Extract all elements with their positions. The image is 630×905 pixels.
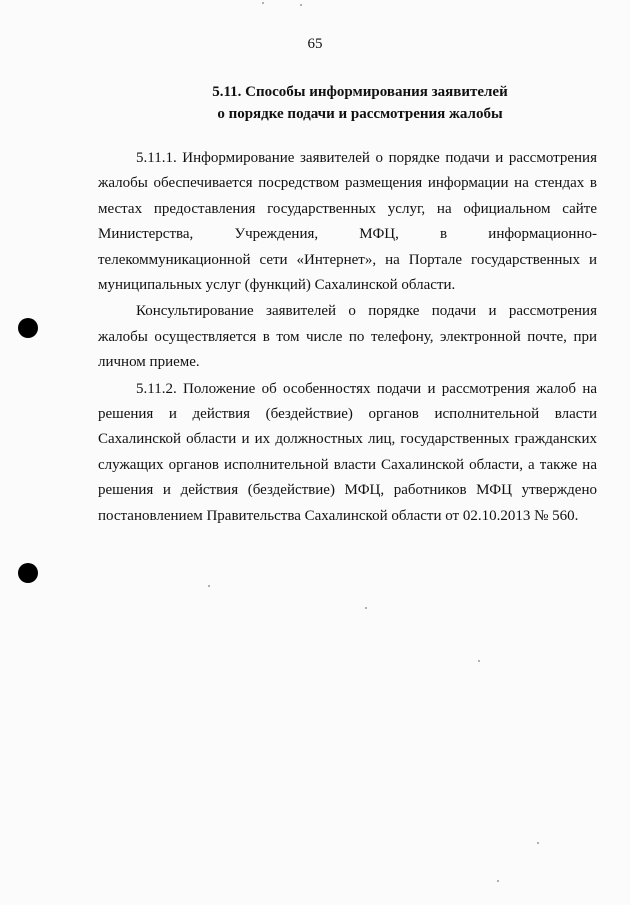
scan-artifact xyxy=(262,2,264,4)
section-title-line-2: о порядке подачи и рассмотрения жалобы xyxy=(217,106,503,122)
page-number: 65 xyxy=(307,36,323,52)
section-title-line-1: 5.11. Способы информирования заявителей xyxy=(212,84,508,100)
scan-artifact xyxy=(208,585,210,587)
section-title xyxy=(100,81,620,125)
document-body xyxy=(98,146,597,529)
scan-artifact xyxy=(497,880,499,882)
paragraph-5-11-1: 5.11.1. Информирование заявителей о порядке подачи и рассмотрения жалобы обеспечивается посредством размещения информации на стендах в местах предоставления государственных услуг, на официальном сайте Министерства, Учреждения, МФЦ, в информационно-телекоммуникационной сети «Интернет», на Портале государственных и муниципальных услуг (функций) Сахалинской области. xyxy=(98,150,597,294)
scan-artifact xyxy=(365,607,367,609)
binder-hole-top xyxy=(18,318,38,338)
scan-artifact xyxy=(300,4,302,6)
scan-artifact xyxy=(537,842,539,844)
paragraph-consultation: Консультирование заявителей о порядке подачи и рассмотрения жалобы осуществляется в том числе по телефону, электронной почте, при личном приеме. xyxy=(98,303,597,371)
paragraph-5-11-2: 5.11.2. Положение об особенностях подачи и рассмотрения жалоб на решения и действия (бездействие) органов исполнительной власти Сахалинской области и их должностных лиц, государственных гражданских служащих органов исполнительной власти Сахалинской области, а также на решения и действия (бездействие) МФЦ, работников МФЦ утверждено постановлением Правительства Сахалинской области от 02.10.2013 № 560. xyxy=(98,380,597,524)
scan-artifact xyxy=(478,660,480,662)
binder-hole-bottom xyxy=(18,563,38,583)
